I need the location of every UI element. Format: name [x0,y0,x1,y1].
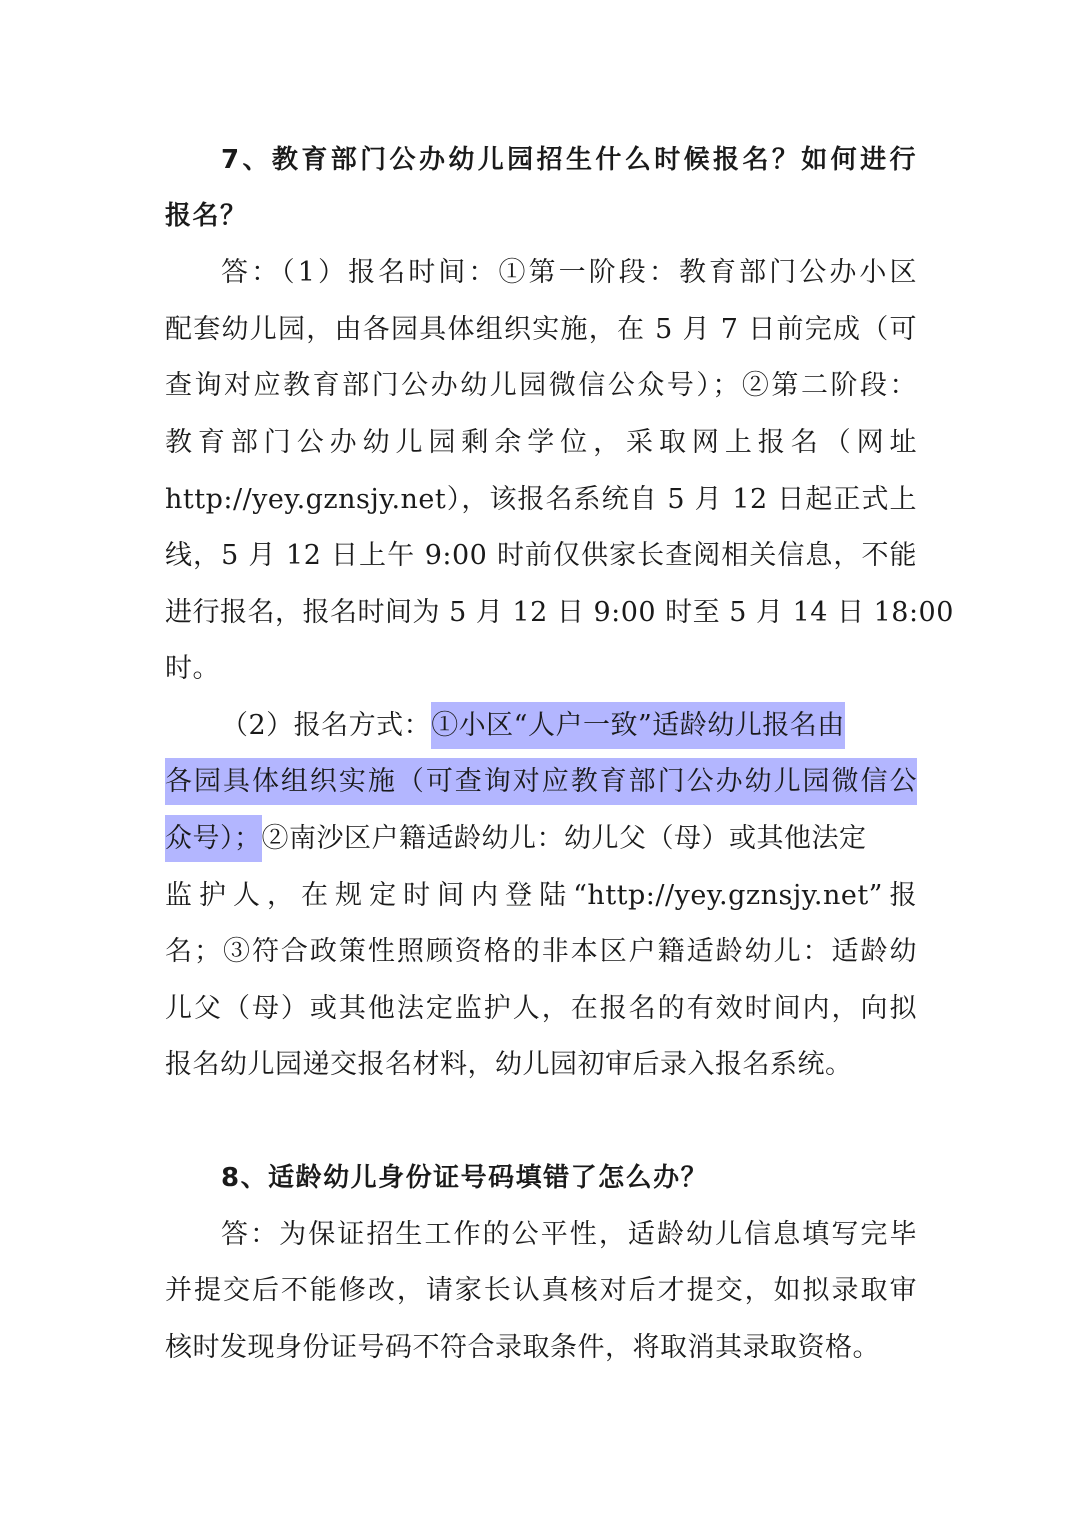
q8-answer-line-2: 并提交后不能修改，请家长认真核对后才提交，如拟录取审 [165,1275,917,1306]
q7-title-line-2: 报名？ [165,201,248,231]
q7-method-line-7: 报名幼儿园递交报名材料，幼儿园初审后录入报名系统。 [165,1049,853,1080]
highlighted-text: ①小区“人户一致”适龄幼儿报名由 [431,702,845,749]
q7-answer-line-7: 进行报名，报名时间为 5 月 12 日 9:00 时至 5 月 14 日 18:00 [165,597,954,628]
q7-answer-line-8: 时。 [165,653,220,684]
q7-answer-line-1: 答：（1）报名时间：①第一阶段：教育部门公办小区 [221,257,917,288]
q7-method-line-6: 儿父（母）或其他法定监护人，在报名的有效时间内，向拟 [165,993,917,1024]
q8-answer-line-1: 答：为保证招生工作的公平性，适龄幼儿信息填写完毕 [221,1219,917,1250]
q7-answer-line-4: 教育部门公办幼儿园剩余学位，采取网上报名（网址 [165,427,917,458]
highlighted-text: 各园具体组织实施（可查询对应教育部门公办幼儿园微信公 [165,758,917,805]
q7-method-text: ②南沙区户籍适龄幼儿：幼儿父（母）或其他法定 [261,823,867,854]
q7-method-label: （2）报名方式： [221,710,432,741]
highlighted-text: 众号）； [165,815,262,862]
q7-answer-line-2: 配套幼儿园，由各园具体组织实施，在 5 月 7 日前完成（可 [165,314,917,345]
q7-method-line-1 [221,706,917,746]
q7-method-line-2 [165,762,917,802]
q7-method-line-5: 名；③符合政策性照顾资格的非本区户籍适龄幼儿：适龄幼 [165,936,917,967]
q7-answer-line-6: 线，5 月 12 日上午 9:00 时前仅供家长查阅相关信息，不能 [165,540,917,571]
q7-answer-line-3: 查询对应教育部门公办幼儿园微信公众号）；②第二阶段： [165,370,917,401]
q7-answer-line-5: http://yey.gznsjy.net），该报名系统自 5 月 12 日起正式上 [165,484,917,515]
q7-method-line-3 [165,819,917,859]
q8-answer-line-3: 核时发现身份证号码不符合录取条件，将取消其录取资格。 [165,1332,880,1363]
q7-title-line-1: 7、教育部门公办幼儿园招生什么时候报名？如何进行 [221,145,917,175]
q8-title: 8、适龄幼儿身份证号码填错了怎么办？ [221,1163,709,1193]
q7-method-line-4: 监护人，在规定时间内登陆“http://yey.gznsjy.net”报 [165,880,917,911]
